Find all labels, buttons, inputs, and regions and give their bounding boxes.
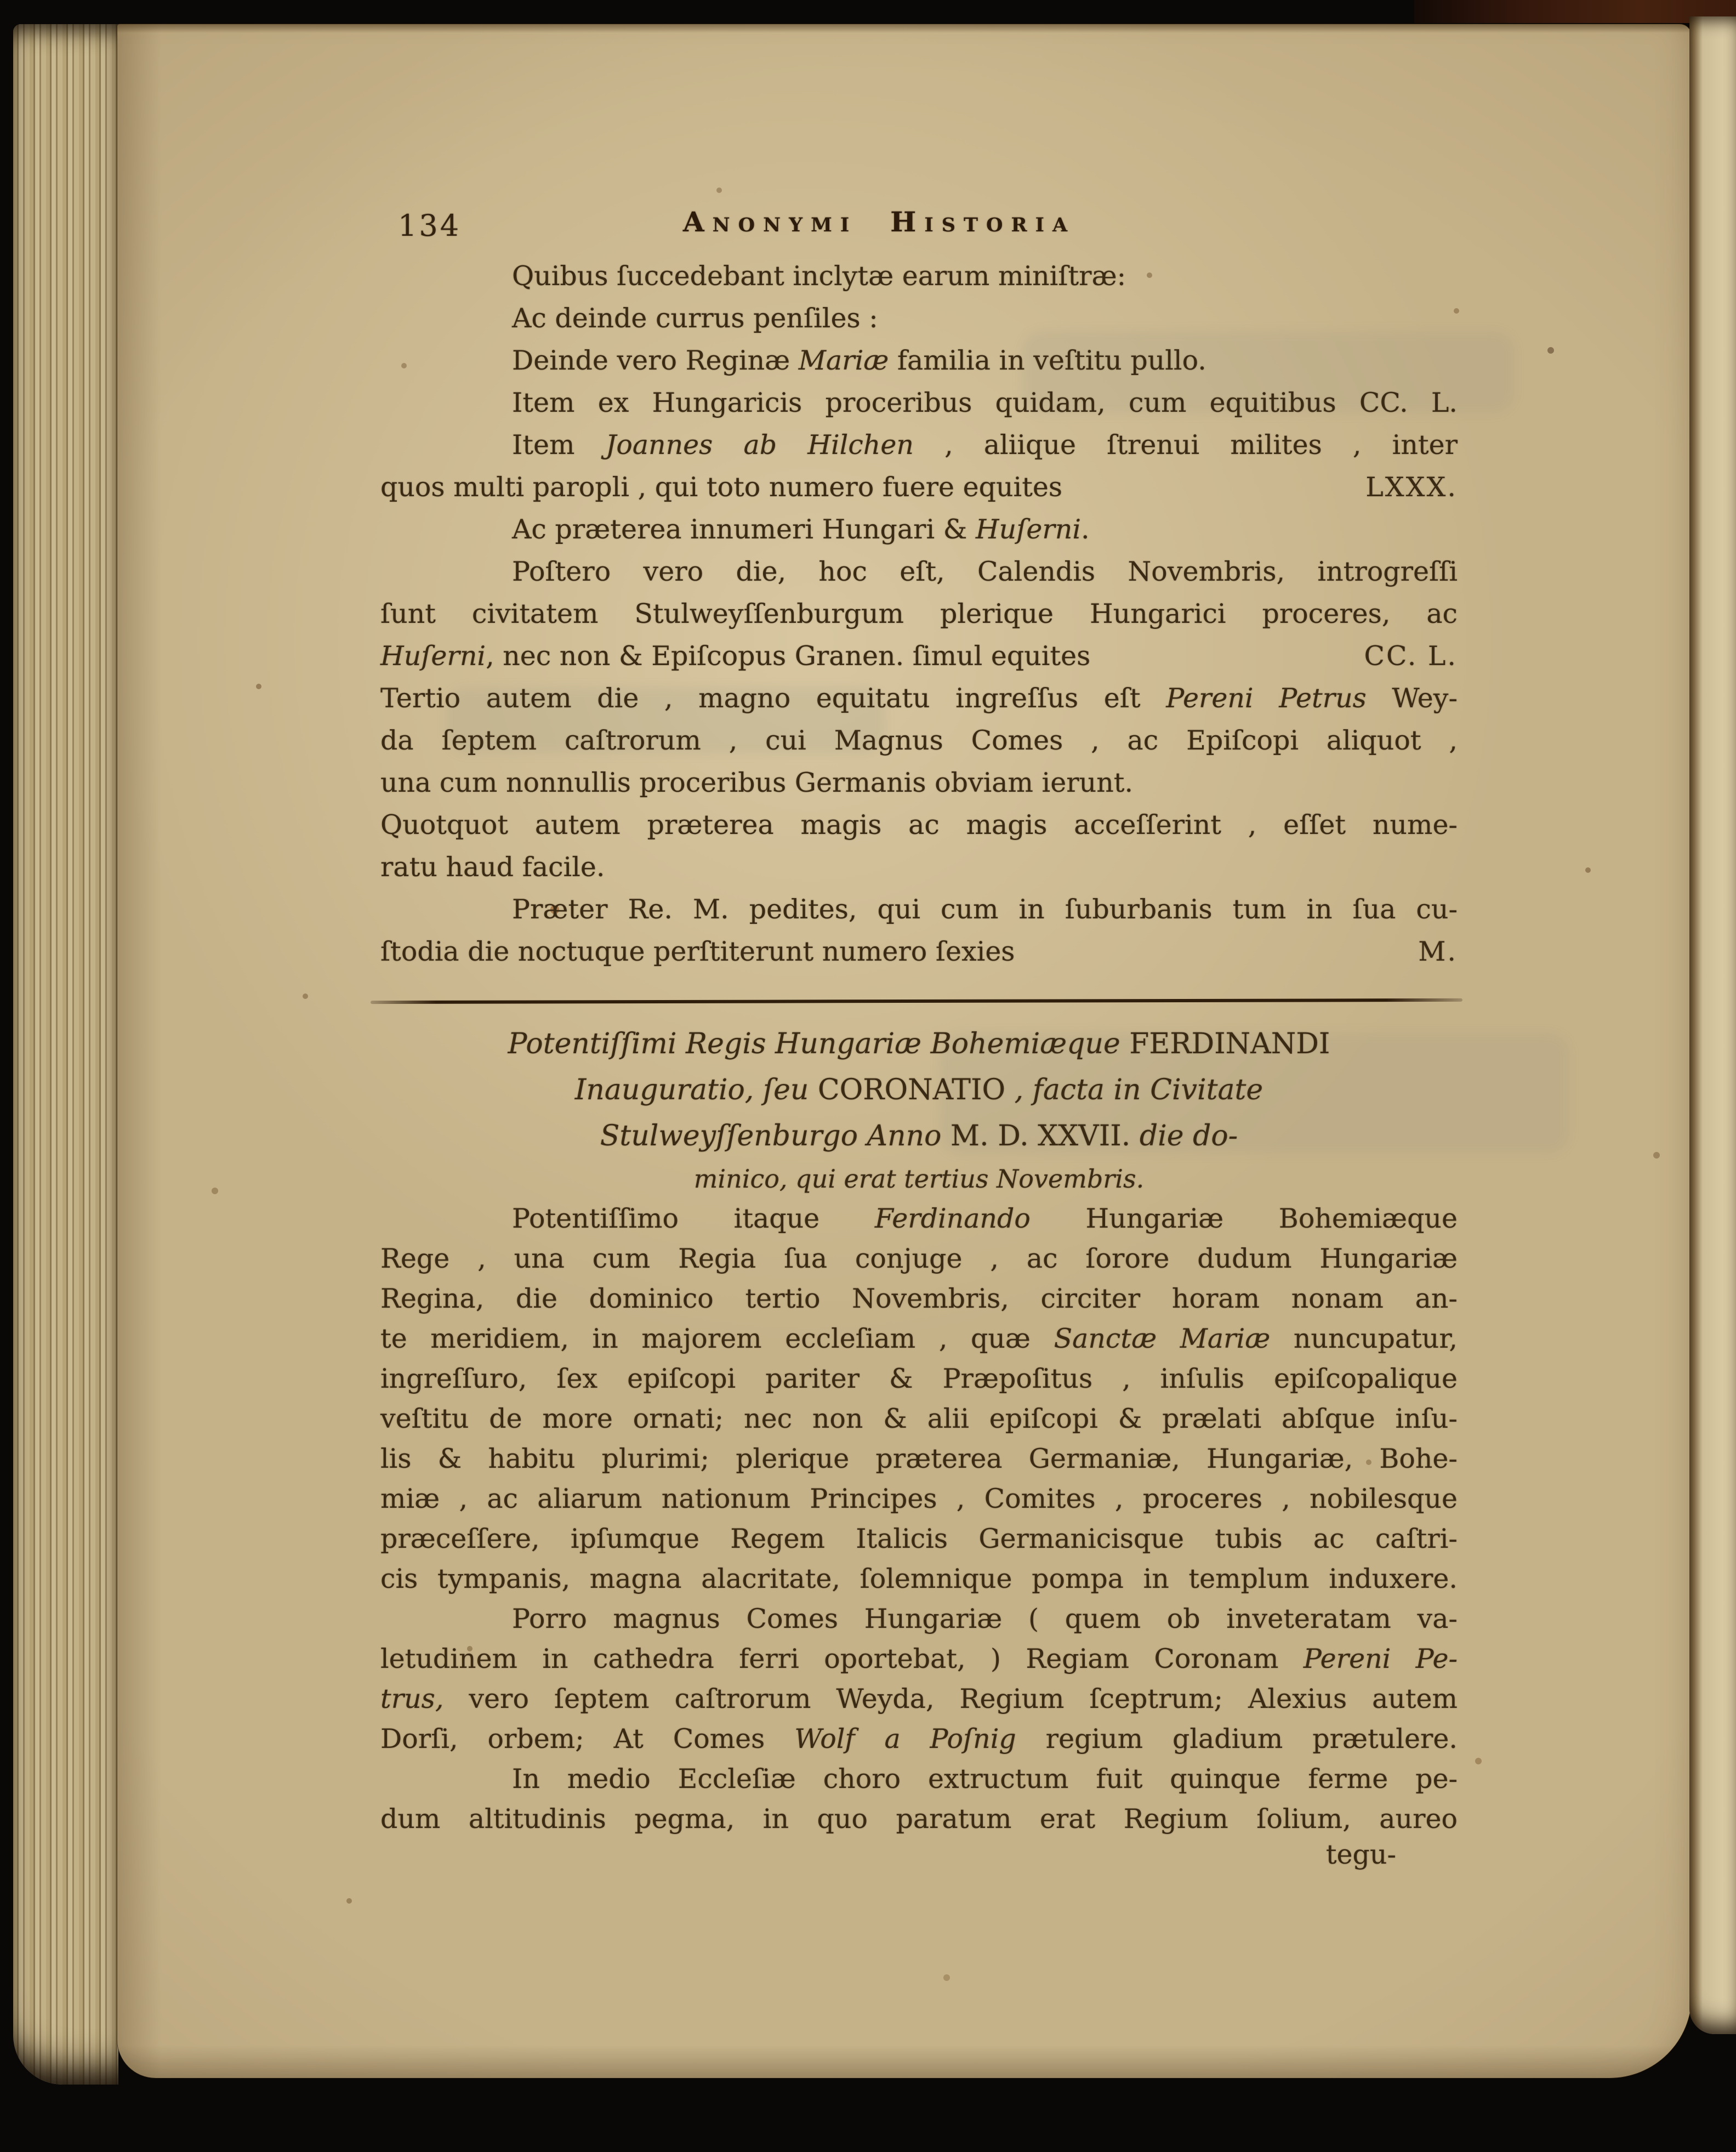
text-line [380,1399,1458,1439]
text-line [380,1239,1458,1279]
text-line [380,677,1458,719]
heading-line [380,1021,1458,1067]
text-segment: Huſerni [975,514,1081,545]
text-line [380,550,1458,593]
line-text [380,1443,1458,1474]
text-segment: Poſtero vero die, hoc eſt, Calendis Novembris, introgreſſi [512,556,1458,587]
text-line [380,1759,1458,1799]
text-segment: letudinem in cathedra ferri oportebat, ) Regiam Coronam [380,1643,1304,1674]
text-segment: Potentiſſimi Regis Hungariæ Bohemiæque [508,1027,1130,1060]
text-line [380,1319,1458,1359]
line-text [380,466,1062,508]
text-segment: regium gladium prætulere. [1016,1723,1458,1754]
text-line [380,1679,1458,1719]
text-line [380,297,1458,339]
text-segment: vero ſeptem caſtrorum Weyda, Regium ſceptrum; Alexius autem [443,1683,1458,1714]
line-text [512,894,1458,925]
line-text [380,1723,1458,1754]
text-segment: Ferdinando [874,1203,1031,1234]
text-line [380,255,1458,297]
line-text [380,1363,1458,1394]
text-segment: Pereni Pe- [1303,1643,1458,1674]
text-line [380,762,1458,804]
line-text [380,1323,1458,1354]
text-segment: una cum nonnullis proceribus Germanis obviam ierunt. [380,767,1134,798]
binding-board [1414,0,1736,23]
line-text [512,260,1126,292]
text-line [380,930,1458,973]
text-segment: ſunt civitatem Stulweyſſenburgum plerique Hungarici proceres, ac [380,598,1458,629]
text-line [380,1439,1458,1479]
line-text [380,930,1015,973]
text-line [380,1639,1458,1679]
line-text [380,598,1458,629]
line-text [380,1283,1458,1314]
text-segment: Præter Re. M. pedites, qui cum in ſuburbanis tum in ſua cu- [512,894,1458,925]
text-line [380,466,1458,508]
text-segment: FERDINANDI [1129,1027,1330,1060]
line-text [380,767,1133,798]
text-line [380,1559,1458,1599]
text-line [380,1599,1458,1639]
line-text [380,1563,1458,1594]
text-segment: Rege , una cum Regia ſua conjuge , ac ſorore dudum Hungariæ [380,1243,1458,1274]
text-segment: lis & habitu plurimi; plerique præterea Germaniæ, Hungariæ, Bohe- [380,1443,1458,1474]
line-text [380,1403,1458,1434]
line-text [380,1643,1458,1674]
line-text [380,1803,1458,1835]
text-line [380,382,1458,424]
text-segment: familia in veſtitu pullo. [889,345,1206,376]
adjacent-page-edge [1689,16,1736,2034]
book-page [117,24,1692,2078]
text-line [380,1519,1458,1559]
text-line [380,1279,1458,1319]
text-segment: nuncupatur, [1270,1323,1458,1354]
line-text [512,387,1458,418]
line-numeral: LXXX. [1365,472,1458,503]
line-numeral: M. [1418,936,1458,967]
text-segment: Regina, die dominico tertio Novembris, circiter horam nonam an- [380,1283,1458,1314]
text-segment: Tertio autem die , magno equitatu ingreſſus eſt [380,683,1166,714]
text-line [380,508,1458,550]
text-line [380,846,1458,888]
line-text [512,1763,1458,1795]
text-segment: Joannes ab Hilchen [605,429,914,461]
text-segment: M. D. XXVII. [950,1120,1131,1152]
text-line [380,1199,1458,1239]
text-segment: , aliique ſtrenui milites , inter [913,429,1458,461]
text-segment: Potentiſſimo itaque [512,1203,875,1234]
text-segment: te meridiem, in majorem eccleſiam , quæ [380,1323,1054,1354]
text-segment: Quotquot autem præterea magis ac magis acceſſerint , eſſet nume- [380,809,1458,841]
text-segment: Item ex Hungaricis proceribus quidam, cum equitibus CC. L. [512,387,1458,418]
line-text [380,1483,1458,1514]
text-segment: dum altitudinis pegma, in quo paratum erat Regium ſolium, aureo [380,1803,1458,1835]
line-text [512,556,1458,587]
line-text [380,683,1458,714]
text-segment: Ac deinde currus penſiles : [512,303,878,334]
line-text [512,345,1206,376]
text-segment: , nec non & Epiſcopus Granen. ſimul equites [486,640,1091,672]
text-segment: Wey- [1366,683,1458,714]
text-line [380,888,1458,930]
text-segment: Quibus ſuccedebant inclytæ earum miniſtræ: [512,260,1126,292]
text-block-upper [380,255,1458,973]
text-line [380,424,1458,466]
line-text [512,429,1458,461]
text-segment: quos multi paropli , qui toto numero fuere equites [380,472,1063,503]
text-line [380,339,1458,382]
text-line [380,804,1458,846]
text-segment: die do- [1130,1120,1238,1152]
text-segment: Dorſi, orbem; At Comes [380,1723,795,1754]
line-text [380,635,1090,677]
text-segment: Deinde vero Reginæ [512,345,799,376]
text-segment: Hungariæ Bohemiæque [1030,1203,1458,1234]
text-segment: Inauguratio, ſeu [574,1074,818,1106]
text-block-lower [380,1199,1458,1839]
text-segment: Huſerni [380,640,486,672]
text-segment: ingreſſuro, ſex epiſcopi pariter & Præpoſitus , inſulis epiſcopalique [380,1363,1458,1394]
text-segment: , facta in Civitate [1005,1074,1263,1106]
text-segment: Wolf a Poſnig [794,1723,1016,1754]
text-segment: Ac præterea innumeri Hungari & [512,514,976,545]
heading-line [380,1159,1458,1199]
text-segment: Mariæ [798,345,889,376]
section-divider [371,998,1462,1004]
text-line [380,635,1458,677]
heading-line [380,1113,1458,1159]
line-text [512,514,1090,545]
text-segment: cis tympanis, magna alacritate, ſolemnique pompa in templum induxere. [380,1563,1458,1594]
text-segment: minico, qui erat tertius Novembris. [693,1164,1145,1194]
page-edges [13,24,118,2085]
text-line [380,1359,1458,1399]
text-segment: da ſeptem caſtrorum , cui Magnus Comes , ac Epiſcopi aliquot , [380,725,1458,756]
text-segment: . [1081,514,1090,545]
text-segment: veſtitu de more ornati; nec non & alii epiſcopi & prælati abſque inſu- [380,1403,1458,1434]
text-line [380,593,1458,635]
text-line [380,1479,1458,1519]
text-segment: Stulweyſſenburgo Anno [600,1120,950,1152]
text-segment: Pereni Petrus [1166,683,1367,714]
text-segment: miæ , ac aliarum nationum Principes , Comites , proceres , nobilesque [380,1483,1458,1514]
text-segment: ratu haud facile. [380,851,605,883]
text-segment: trus, [380,1683,444,1714]
text-line [380,1719,1458,1759]
line-text [512,1603,1458,1634]
line-text [512,303,878,334]
line-text [512,1203,1458,1234]
text-segment: In medio Eccleſiæ choro extructum fuit quinque ferme pe- [512,1763,1458,1795]
text-line [380,719,1458,762]
catchword: tegu- [1325,1839,1396,1870]
text-segment: Item [512,429,606,461]
line-text [380,809,1458,841]
text-segment: Porro magnus Comes Hungariæ ( quem ob inveteratam va- [512,1603,1458,1634]
text-segment: præceſſere, ipſumque Regem Italicis Germanicisque tubis ac caſtri- [380,1523,1458,1554]
line-text [380,851,605,883]
line-text [380,725,1458,756]
text-segment: ſtodia die noctuque perſtiterunt numero ſexies [380,936,1015,967]
page-number: 134 [398,208,462,243]
text-segment: CORONATIO [817,1074,1006,1106]
section-heading [380,1021,1458,1199]
line-text [380,1683,1458,1714]
line-text [380,1243,1458,1274]
foxing-speckles [117,24,121,27]
running-header: Anonymi Historia [682,206,1076,238]
heading-line [380,1067,1458,1113]
line-text [380,1523,1458,1554]
line-numeral: CC. L. [1364,640,1458,672]
text-line [380,1799,1458,1839]
text-segment: Sanctæ Mariæ [1054,1323,1271,1354]
